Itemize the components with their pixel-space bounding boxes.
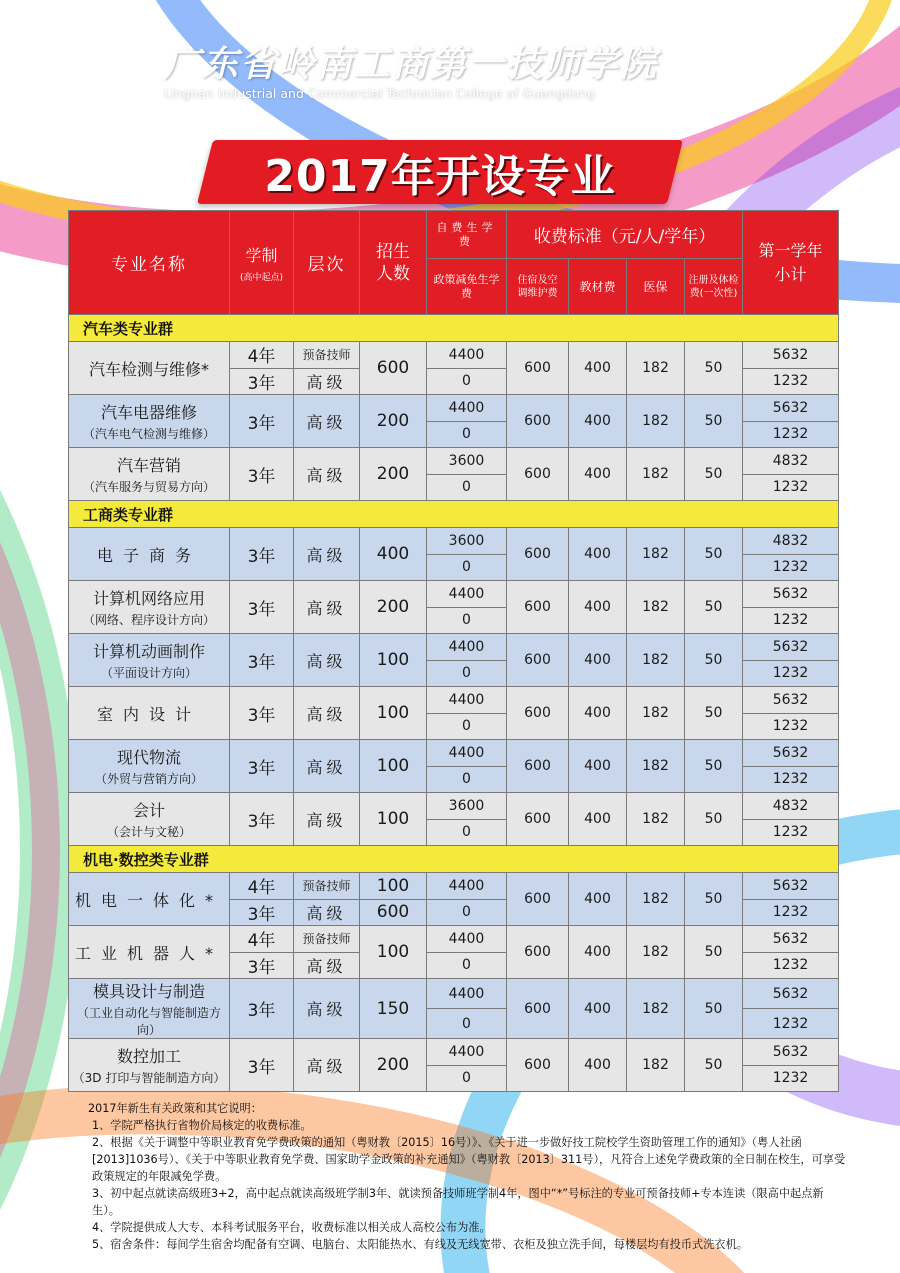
duration: 3年 [230,634,294,687]
major-name [69,528,230,581]
tuition-free: 0 [427,899,507,926]
enrollment: 600 [360,342,427,395]
registration-fee: 50 [685,926,743,979]
level: 高级 [294,448,360,501]
major-name-label: 会计 [132,801,165,820]
level: 高级 [294,687,360,740]
textbook-fee: 400 [569,528,627,581]
first-year-total: 1232 [743,899,839,926]
majors-table [68,210,838,1092]
tuition-free: 0 [427,1065,507,1092]
tuition-free: 0 [427,766,507,793]
insurance-fee: 182 [627,448,685,501]
enrollment: 600 [360,899,427,926]
first-year-total: 1232 [743,554,839,581]
tuition-free: 0 [427,474,507,501]
accommodation-fee: 600 [507,581,569,634]
enrollment: 200 [360,1039,427,1092]
registration-fee: 50 [685,528,743,581]
first-year-total: 1232 [743,421,839,448]
insurance-fee: 182 [627,793,685,846]
accommodation-fee: 600 [507,793,569,846]
major-direction: （汽车电气检测与维修） [82,427,215,441]
registration-fee: 50 [685,873,743,926]
accommodation-fee: 600 [507,873,569,926]
table-row [69,979,839,1009]
level: 预备技师 [294,873,360,900]
insurance-fee: 182 [627,581,685,634]
duration: 3年 [230,740,294,793]
textbook-fee: 400 [569,687,627,740]
policy-notes [88,1100,848,1253]
major-direction: （外贸与营销方向） [94,772,203,786]
note-item: 3、初中起点就读高级班3+2，高中起点就读高级班学制3年、就读预备技师班学制4年，图中“*”号标注的专业可预备技师+专本连读（限高中起点新生）。 [92,1187,824,1217]
accommodation-fee: 600 [507,740,569,793]
textbook-fee: 400 [569,634,627,687]
major-name [69,581,230,634]
first-year-total: 1232 [743,1065,839,1092]
textbook-fee: 400 [569,448,627,501]
table-row [69,793,839,820]
first-year-total: 5632 [743,979,839,1009]
level: 高级 [294,740,360,793]
duration: 3年 [230,952,294,979]
level: 高级 [294,899,360,926]
page-title: 2017年开设专业 [264,151,616,202]
registration-fee: 50 [685,448,743,501]
note-item: 5、宿舍条件：每间学生宿舍均配备有空调、电脑台、太阳能热水、有线及无线宽带、衣柜及独立洗手间，每楼层均有投币式洗衣机。 [92,1238,748,1251]
major-name-label: 计算机动画制作 [92,642,205,661]
major-name-label: 机电一体化* [74,890,223,910]
tuition-free: 0 [427,819,507,846]
accommodation-fee: 600 [507,634,569,687]
header-level: 层次 [294,211,360,315]
accommodation-fee: 600 [507,979,569,1039]
level: 高级 [294,528,360,581]
major-name-label: 数控加工 [116,1047,181,1066]
major-direction: （会计与文秘） [106,825,191,839]
tuition-self: 4400 [427,581,507,608]
table-row [69,687,839,714]
enrollment: 150 [360,979,427,1039]
table-row [69,395,839,422]
tuition-self: 3600 [427,793,507,820]
notes-heading: 2017年新生有关政策和其它说明： [88,1102,262,1115]
major-name-label: 室内设计 [96,704,201,724]
major-name [69,793,230,846]
first-year-total: 1232 [743,660,839,687]
first-year-total: 4832 [743,793,839,820]
insurance-fee: 182 [627,979,685,1039]
college-name-cn: 广东省岭南工商第一技师学院 [164,43,659,85]
group-row [69,846,839,873]
accommodation-fee: 600 [507,1039,569,1092]
registration-fee: 50 [685,740,743,793]
header-name: 专业名称 [69,211,230,315]
duration: 3年 [230,528,294,581]
tuition-free: 0 [427,713,507,740]
insurance-fee: 182 [627,740,685,793]
tuition-self: 4400 [427,395,507,422]
enrollment: 200 [360,581,427,634]
table-row [69,634,839,661]
registration-fee: 50 [685,979,743,1039]
major-name-label: 电子商务 [96,545,201,565]
first-year-total: 1232 [743,766,839,793]
insurance-fee: 182 [627,687,685,740]
table-row [69,926,839,953]
major-direction: （工业自动化与智能制造方向） [76,1006,221,1037]
textbook-fee: 400 [569,793,627,846]
note-item: 4、学院提供成人大专、本科考试服务平台，收费标准以相关成人高校公布为准。 [92,1221,491,1234]
major-name [69,342,230,395]
major-direction: （平面设计方向） [100,666,197,680]
registration-fee: 50 [685,342,743,395]
first-year-total: 5632 [743,926,839,953]
tuition-self: 4400 [427,1039,507,1066]
note-item: 1、学院严格执行省物价局核定的收费标准。 [92,1119,312,1132]
accommodation-fee: 600 [507,342,569,395]
level: 高级 [294,793,360,846]
major-name [69,926,230,979]
registration-fee: 50 [685,687,743,740]
note-item: 2、根据《关于调整中等职业教育免学费政策的通知（粤财教〔2015〕16号）》、《关于进一步做好技工院校学生资助管理工作的通知》（粤人社函[2013]1036号）、《关于中等职业教育免学费、国家助学金政策的补充通知》（粤财教〔2013〕311号），凡符合上述免学费政策的全日制在校生，可享受政策规定的年限减免学费。 [92,1136,846,1183]
duration: 4年 [230,342,294,369]
accommodation-fee: 600 [507,926,569,979]
major-name [69,979,230,1039]
duration: 3年 [230,899,294,926]
tuition-free: 0 [427,660,507,687]
major-name-label: 汽车电器维修 [100,403,197,422]
major-direction: （汽车服务与贸易方向） [82,480,215,494]
enrollment: 100 [360,634,427,687]
level: 高级 [294,1039,360,1092]
insurance-fee: 182 [627,1039,685,1092]
table-row [69,1039,839,1066]
accommodation-fee: 600 [507,687,569,740]
enrollment: 200 [360,448,427,501]
enrollment: 100 [360,740,427,793]
major-name-label: 现代物流 [116,748,181,767]
header-tuition-free: 政策减免生学费 [427,259,507,315]
header-tuition-self: 自费生学费 [427,211,507,259]
registration-fee: 50 [685,581,743,634]
level: 预备技师 [294,926,360,953]
textbook-fee: 400 [569,979,627,1039]
duration: 3年 [230,979,294,1039]
duration: 3年 [230,1039,294,1092]
first-year-total: 5632 [743,634,839,661]
enrollment: 100 [360,687,427,740]
table-row [69,448,839,475]
major-direction: （3D 打印与智能制造方向） [72,1071,226,1085]
level: 高级 [294,979,360,1039]
table-row [69,528,839,555]
header-textbook: 教材费 [569,259,627,315]
textbook-fee: 400 [569,926,627,979]
major-name-label: 汽车检测与维修* [88,359,209,379]
first-year-total: 5632 [743,581,839,608]
major-name-label: 汽车营销 [116,456,181,475]
tuition-self: 4400 [427,873,507,900]
major-name [69,448,230,501]
group-row [69,315,839,342]
duration: 3年 [230,368,294,395]
first-year-total: 5632 [743,342,839,369]
first-year-total: 4832 [743,528,839,555]
tuition-free: 0 [427,952,507,979]
table-row [69,873,839,900]
table-row [69,740,839,767]
first-year-total: 1232 [743,819,839,846]
header-registration: 注册及体检费(一次性) [685,259,743,315]
first-year-total: 1232 [743,368,839,395]
table-row [69,581,839,608]
registration-fee: 50 [685,634,743,687]
group-title: 机电·数控类专业群 [69,846,839,873]
level: 高级 [294,368,360,395]
first-year-total: 5632 [743,1039,839,1066]
tuition-self: 4400 [427,926,507,953]
textbook-fee: 400 [569,873,627,926]
first-year-total: 5632 [743,687,839,714]
first-year-total: 5632 [743,873,839,900]
header-insurance: 医保 [627,259,685,315]
insurance-fee: 182 [627,873,685,926]
textbook-fee: 400 [569,740,627,793]
textbook-fee: 400 [569,342,627,395]
registration-fee: 50 [685,793,743,846]
tuition-free: 0 [427,554,507,581]
header-enrollment: 招生人数 [360,211,427,315]
header-fee-standard: 收费标准（元/人/学年） [507,211,743,259]
major-name [69,687,230,740]
major-name-label: 工业机器人* [74,943,223,963]
textbook-fee: 400 [569,581,627,634]
title-banner [205,140,675,204]
enrollment: 200 [360,395,427,448]
insurance-fee: 182 [627,395,685,448]
major-name [69,395,230,448]
first-year-total: 5632 [743,740,839,767]
first-year-total: 1232 [743,1009,839,1039]
first-year-total: 1232 [743,713,839,740]
duration: 3年 [230,687,294,740]
insurance-fee: 182 [627,634,685,687]
first-year-total: 5632 [743,395,839,422]
college-header [90,30,659,110]
major-name-label: 计算机网络应用 [92,589,205,608]
header-duration: 学制 (高中起点) [230,211,294,315]
group-row [69,501,839,528]
duration: 3年 [230,581,294,634]
group-title: 工商类专业群 [69,501,839,528]
major-name-label: 模具设计与制造 [92,982,205,1001]
header-first-year: 第一学年小计 [743,211,839,315]
accommodation-fee: 600 [507,528,569,581]
duration: 3年 [230,793,294,846]
major-name [69,1039,230,1092]
insurance-fee: 182 [627,342,685,395]
level: 高级 [294,952,360,979]
first-year-total: 4832 [743,448,839,475]
level: 预备技师 [294,342,360,369]
duration: 3年 [230,395,294,448]
registration-fee: 50 [685,395,743,448]
registration-fee: 50 [685,1039,743,1092]
first-year-total: 1232 [743,952,839,979]
enrollment: 100 [360,873,427,900]
tuition-free: 0 [427,421,507,448]
tuition-self: 4400 [427,342,507,369]
tuition-self: 4400 [427,687,507,714]
accommodation-fee: 600 [507,448,569,501]
major-direction: （网络、程序设计方向） [82,613,215,627]
tuition-self: 3600 [427,528,507,555]
tuition-free: 0 [427,368,507,395]
college-logo: L [90,36,154,100]
first-year-total: 1232 [743,607,839,634]
tuition-self: 3600 [427,448,507,475]
level: 高级 [294,581,360,634]
tuition-self: 4400 [427,979,507,1009]
major-name [69,740,230,793]
enrollment: 100 [360,926,427,979]
first-year-total: 1232 [743,474,839,501]
duration: 4年 [230,873,294,900]
tuition-free: 0 [427,1009,507,1039]
insurance-fee: 182 [627,926,685,979]
header-accommodation: 住宿及空调维护费 [507,259,569,315]
level: 高级 [294,634,360,687]
level: 高级 [294,395,360,448]
insurance-fee: 182 [627,528,685,581]
table-row [69,342,839,369]
tuition-free: 0 [427,607,507,634]
enrollment: 400 [360,528,427,581]
enrollment: 100 [360,793,427,846]
group-title: 汽车类专业群 [69,315,839,342]
major-name [69,634,230,687]
tuition-self: 4400 [427,634,507,661]
duration: 3年 [230,448,294,501]
college-name-en: Lingnan Industrial and Commercial Technician College of Guangdong [164,86,596,101]
accommodation-fee: 600 [507,395,569,448]
textbook-fee: 400 [569,1039,627,1092]
tuition-self: 4400 [427,740,507,767]
major-name [69,873,230,926]
duration: 4年 [230,926,294,953]
textbook-fee: 400 [569,395,627,448]
